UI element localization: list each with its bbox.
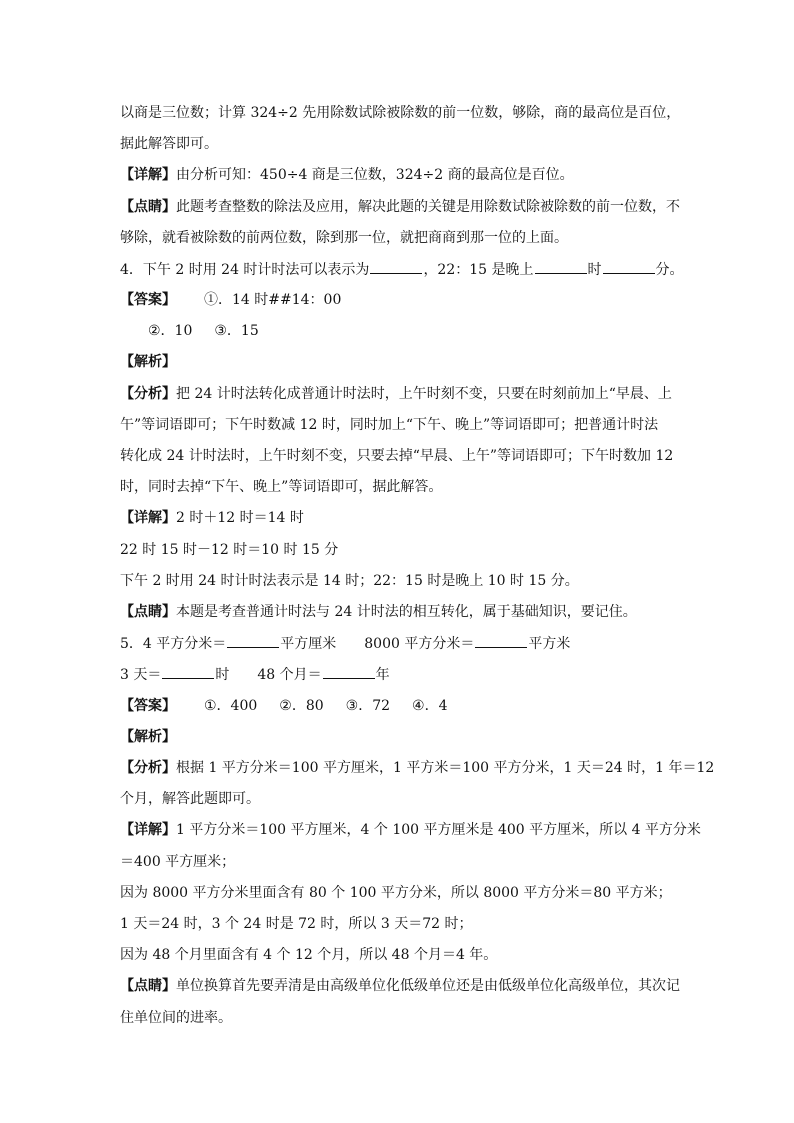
comment-label: 【点睛】 [120,199,176,215]
answer-line [120,696,680,716]
detail-label: 【详解】 [120,167,176,183]
analysis-line: 个月，解答此题即可。 [120,791,260,807]
question-5-text: 时 [215,667,230,683]
question-5-text: 8000 平方分米＝ [364,636,475,652]
analysis-line [120,384,680,404]
detail-line: 1 天＝24 时，3 个 24 时是 72 时，所以 3 天＝72 时； [120,916,473,932]
answer-item: ③．15 [214,323,259,339]
question-5-text: 3 天＝ [120,667,162,683]
answer-blank [603,259,655,274]
analysis-line: 时，同时去掉“下午、晚上”等词语即可，据此解答。 [120,479,443,495]
question-4-text: ，22：15 是晚上 [423,262,534,278]
analysis-line: 午”等词语即可；下午时数减 12 时，同时加上“下午、晚上”等词语即可；把普通计时法 [120,417,659,433]
detail-line [120,165,680,185]
comment-text: 本题是考查普通计时法与 24 计时法的相互转化，属于基础知识，要记住。 [176,604,637,620]
answer-item: ③．72 [345,698,391,714]
comment-line [120,976,680,996]
answer-label: 【答案】 [120,698,176,714]
analysis-line [120,758,715,778]
detail-line: ＝400 平方厘米； [120,854,236,870]
answer-label: 【答案】 [120,292,176,308]
question-4-text: 4．下午 2 时用 24 时计时法可以表示为 [120,262,370,278]
detail-line: 因为 48 个月里面含有 4 个 12 个月，所以 48 个月＝4 年。 [120,947,498,963]
answer-line [120,290,680,310]
question-4-text: 时 [587,262,602,278]
analysis-label: 【分析】 [120,386,176,402]
detail-label: 【详解】 [120,822,176,838]
question-4-text: 分。 [655,262,684,278]
question-5 [120,664,680,685]
answer-blank [475,633,527,648]
detail-line: 22 时 15 时－12 时＝10 时 15 分 [120,542,339,558]
answer-item: ①．400 [204,698,258,714]
text-line: 以商是三位数；计算 324÷2 先用除数试除被除数的前一位数，够除，商的最高位是百位， [120,105,681,121]
detail-line [120,820,701,840]
comment-label: 【点睛】 [120,978,176,994]
question-5-text: 5．4 平方分米＝ [120,636,227,652]
answer-item: ②．10 [148,323,193,339]
analysis-text: 根据 1 平方分米＝100 平方厘米，1 平方米＝100 平方分米，1 天＝24 时，1 年＝12 [176,760,715,776]
answer-item: ①．14 时##14：00 [204,292,342,308]
analysis-line: 转化成 24 计时法时，上午时刻不变，只要去掉“早晨、上午”等词语即可；下午时数加 12 [120,448,674,464]
comment-line: 住单位间的进率。 [120,1010,232,1026]
comment-line [120,602,680,622]
question-5 [120,633,680,654]
analysis-label: 【分析】 [120,760,176,776]
text-line: 够除，就看被除数的前两位数，除到那一位，就把商商到那一位的上面。 [120,230,568,246]
question-5-text: 平方米 [528,636,571,652]
analysis-heading: 【解析】 [120,354,176,370]
analysis-text: 把 24 计时法转化成普通计时法时，上午时刻不变，只要在时刻前加上“早晨、上 [176,386,672,402]
analysis-heading: 【解析】 [120,729,176,745]
comment-text: 此题考查整数的除法及应用，解决此题的关键是用除数试除被除数的前一位数，不 [176,199,680,215]
detail-label: 【详解】 [120,510,176,526]
answer-blank [370,259,422,274]
answer-blank [323,664,375,679]
answer-blank [162,664,214,679]
comment-text: 单位换算首先要弄清是由高级单位化低级单位还是由低级单位化高级单位，其次记 [176,978,680,994]
answer-blank [227,633,279,648]
detail-text: 2 时＋12 时＝14 时 [176,510,304,526]
answer-line [148,321,708,341]
question-4 [120,259,684,280]
question-5-text: 平方厘米 [280,636,337,652]
detail-text: 由分析可知：450÷4 商是三位数，324÷2 商的最高位是百位。 [176,167,574,183]
text-line: 据此解答即可。 [120,136,218,152]
question-5-text: 年 [375,667,390,683]
answer-item: ②．80 [279,698,324,714]
question-5-text: 48 个月＝ [257,667,322,683]
detail-line: 因为 8000 平方分米里面含有 80 个 100 平方分米，所以 8000 平方分米＝80 平方米； [120,885,672,901]
answer-blank [535,259,587,274]
detail-line: 下午 2 时用 24 时计时法表示是 14 时；22：15 时是晚上 10 时 15 分。 [120,573,579,589]
detail-text: 1 平方分米＝100 平方厘米，4 个 100 平方厘米是 400 平方厘米，所以 4 平方分米 [176,822,701,838]
comment-label: 【点睛】 [120,604,176,620]
comment-line [120,197,680,217]
detail-line [120,508,680,528]
answer-item: ④．4 [412,698,448,714]
